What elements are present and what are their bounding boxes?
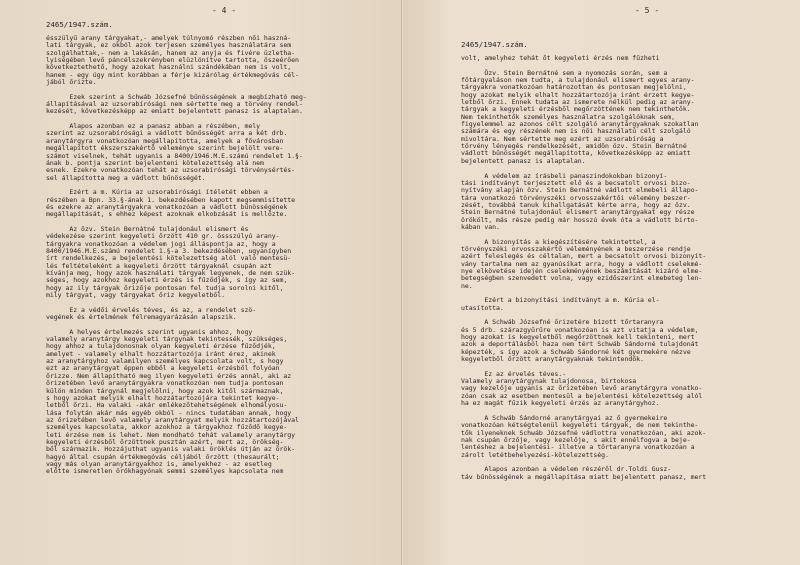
left-page-header bbox=[46, 20, 393, 29]
right-page-body: volt, amelyhez tehát őt kegyeleti érzés nem fűzheti Özv. Stein Bernátné sem a nyomozás során, sem a főtárgyaláson nem tudta, a tulajdonául elismert egyes arany- tárgyakra vonatkozóan határozottan és pontosan megjelölni, hogy azokat melyik elhalt hozzátartozója iránt érzett kegye- letből őrzi. Ennek tudata az ismerete nélkül pedig az arany- tárgyak a kegyeleti érzésből megőrzöttének nem tekinthetők. Nem tekinthetők személyes használatra szolgálóknak sem, figyelemmel az azonos célt szolgáló aranytárgyaknak szokatlan számára és egy részének nem is női használatú célt szolgáló mivoltára. Nem sértette meg ezért az uzsorabíróság a törvény lényegés rendelkezését, amidőn özv. Stein Bernátné vádlott bűnösségét megállapította, következésképp az emiatt bejelentett panasz is alaptalan. A védelem az írásbeli panaszindokokban bizonyí- tási indítványt terjesztett elő és a becsatolt orvosi bizo- nyítvány alapján özv. Stein Bernátné vádlott elmebeli állapo- tára vonatkozó törvényszéki orvosszakértői vélemény beszer- zését, továbbá tanuk kihallgatását kérte arra, hogy az özv. Stein Bernátné tulajdonául elismert aranytárgyakat egy része örökölt, más része pedig már hosszú évek óta a vádlott birto- kában van. A bizonyítás a kiegészítésére tekintettel, a törvényszéki orvosszakértő véleményének a beszerzése rendje azért feleslegés és céltalan, mert a becsatolt orvosi bizonyít- vány tartalma nem az gyanúsíkat arra, hogy a vádlott cselekmé- nye elkövetése idején cselekményének beszámítását kizáró elme- betegségben szenvedett volna, vagy ezidőszerint elmebeteg len- ne. Ezért a bizonyítási indítványt a m. Kúria el- utasította. A Schwáb Józsefné őrizetére bízott tőrtaranyra és 5 drb. szárazgyűrűre vonatkozóan is azt vitatja a védelem, hogy azokat is kegyeletből megőrzöttnek kell tekinteni, mert azok a deportálásból haza nem tért Schwáb Sándorné tulajdonát képezték, s így azok a Schwáb Sándorné két gyermekére nézve kegyeletből őrzött aranytárgyaknak tekintendők. Ez az érvelés téves.- Valamely aranytárgynak tulajdonosa, birtokosa vagy kezelője ugyanis az őrizetében levő aranytárgyra vonatko- zóan csak az esetben mentesül a bejelentési kötelezettség alól ha ez magát fűzik kegyeleti érzés az aranytárgyhoz. A Schwáb Sándorné aranytárgyai az ő gyermekeire vonatkozóan kétségtelenül kegyeleti tárgyak, de nem tekinthe- tők ilyeneknek Schwáb Józsefné vádlottra vonatkozóan, aki azok- nak csupán őrzője, vagy kezelője, s akit ennélfogva a beje- lentéshez a bejelentési- illetve a tőrtaranyra vonatkozóan a zárolt letétbehelyezési-kötelezettség. Alapos azonban a védelem részéről dr.Toldi Gusz- táv bűnösségének a megállapítása miatt bejelentett panasz, mert bbox=[461, 54, 707, 481]
left-page-body: ésszülyű arany tárgyakat,- amelyek túlnyomó részben női haszná- lati tárgyak, ez okból azok terjesen személyes használatára sem szolgálhattak,- nem a lakásán, hanem az anyja és fivére üzletha- lyiségében levő páncélszekrényben elüzlönítve tartotta, öszeérően következtethető, hogy azokat használni szándékában nem is volt, hanem - egy úgy mint korábban a férje kizárólag értékmegóvás cél- jából őrizte. Ezek szerint a Schwáb Józsefné bűnösségének a megbízható meg- állapításával az uzsorabírósági nem sértette meg a törvény rendel- kezését, következésképp az emiatt bejelentett panasz is alaptalan. Alapos azonban ez a panasz abban a részében, mely szerint az uzsorabírósági a vádlott bűnösségét arra a két drb. aranytárgyra vonatkozóan megállapította, amelyek a fővárosban megállapított ékszerszakértő véleménye szerint bejelölt vere- számot viselnek, tehát ugyanis a 8400/1946.M.E.számú rendelet 1.§- ának b. pontja szerint bejelenteni kötelezettség alá nem esnek. Ezekre vonatkozóan tehát az uzsorabírósági törvénysértés- sel állapította meg a vádlott bűnösségét. Ezért a m. Kúria az uzsorabírósági ítéletét ebben a részében a Bpn. 33.§-ának 1. bekezdésében kapott megsemmisítette és ezekre az aranytárgyakra vonatkozóan a vádlott bűnösségének megállapítását, s ehhez képest azoknak elkobzását is mellőzte. Az özv. Stein Bernátné tulajdonául elismert és védekezése szerint kegyeleti őrzött 410 gr. össszúlyú arany- tárgyakra vonatkozóan a védelem jogi álláspontja az, hogy a 8400/1946.M.E.számú rendelet 1.§-a 3. bekezdésében, ugyanígyben írt rendelkezés, a bejelentési kötelezettség alól való mentesü- lés feltételeként a kegyeleti őrzött tárgyaknál csupán azt kívánja meg, hogy azok használati tárgyak legyenek, de nem szük- séges, hogy azokhoz kegyeleti érzés is fűződjék, s így az sem, hogy az ily tárgyak őrizője pontosan fel tudja sorolni kitől, mily tárgyat, vagy tárgyakat őriz kegyeletből. Ez a védői érvelés téves, és az, a rendelet szö- vegének és értelmének félremagyarázásán alapszik. A helyes értelmezés szerint ugyanis ahhoz, hogy valamely aranytárgy kegyeleti tárgynak tekintessék, szükséges, hogy ahhoz a tulajdonosnak olyan kegyeleti érzése fűződjék, amelyet - valamely elhalt hozzátartozója iránt érez, akinek az aranytárgyhoz valamilyen személyes kapcsolata volt, s hogy ezt az aranytárgyat éppen ebből a kegyeleti érzésből folyóan őrizze. Nem állapítható meg ilyen kegyeleti érzés annál, aki az őrizetében levő aranytárgyakra vonatkozóan nem tudja pontosan külön minden tárgynál megjelölni, hogy azok kitől származnak, s hogy azokat melyik elhalt hozzátartozójára tekintet kegye- letből őrzi. Ha valaki -akár emlékezőtehetségének elhomályosu- lása folytán akár más egyéb okból - nincs tudatában annak, hogy az őrizetében levő valamely aranytárgyat melyik hozzátartozójával személyes kapcsolata, akkor azokhoz a tárgyakhoz fűződő kegye- leti érzése nem is lehet. Nem mondható tehát valamely aranytárgy kegyeleti érzésből őrzöttnek pusztán azért, mert az, örökség- ből származik. Hozzájuthat ugyanis valaki öröklés útján az örök- hagyó által csupán értékmegóvás céljából őrzött (thesaurált; vagy más olyan aranytárgyakhoz is, amelyekhez - az esetleg előtte ismeretlen örökhagyónak semmi személyes kapcsolata nem bbox=[46, 34, 307, 476]
right-page-number: - 5 - bbox=[635, 6, 660, 15]
right-reference-number: 2465/1947.szám. bbox=[461, 40, 528, 49]
left-page-number: - 4 - bbox=[212, 6, 237, 15]
right-page-header bbox=[461, 40, 780, 49]
left-reference-number: 2465/1947.szám. bbox=[46, 20, 113, 29]
right-page bbox=[403, 0, 800, 565]
